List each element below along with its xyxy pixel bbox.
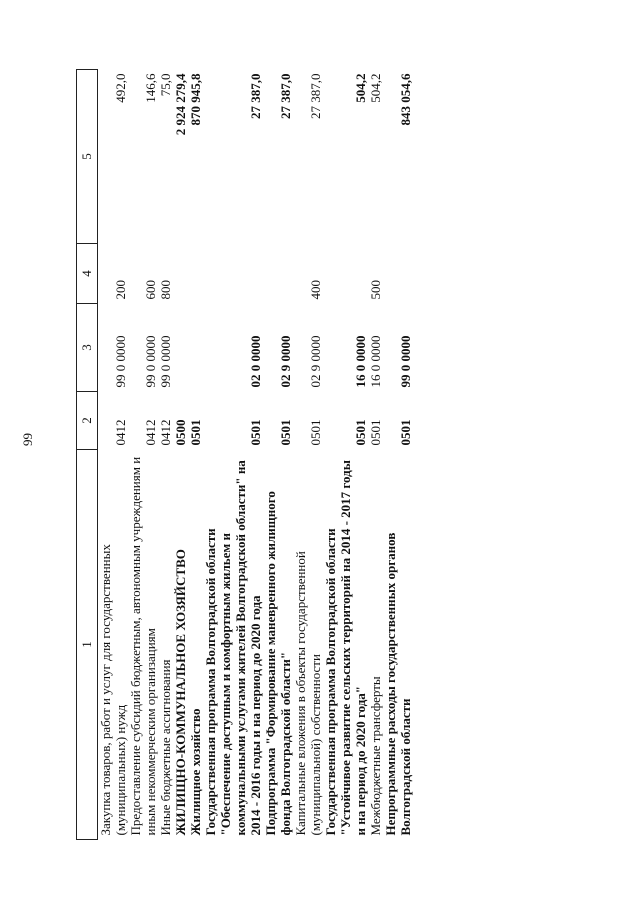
row-sum: 504,2 (353, 73, 368, 103)
row-name: Межбюджетные трансферты (368, 676, 383, 836)
table-row (293, 70, 323, 840)
row-expense-type (173, 244, 188, 304)
row-name: Жилищное хозяйство (188, 708, 203, 836)
column-header: 4 (77, 244, 98, 304)
row-expense-type (188, 244, 203, 304)
table-row (368, 70, 383, 840)
row-name: Государственная программа Волгоградской области "Устойчивое развитие сельских территорий на 2014 - 2017 годы и на период до 2020 года" (323, 460, 368, 836)
page-number: 99 (20, 433, 35, 446)
row-target-code: 16 0 0000 (368, 335, 383, 388)
row-name: ЖИЛИЩНО-КОММУНАЛЬНОЕ ХОЗЯЙСТВО (173, 549, 188, 836)
column-header: 5 (77, 70, 98, 244)
row-sum: 75,0 (158, 73, 173, 97)
row-target-code: 02 9 0000 (278, 335, 293, 388)
table-row (323, 70, 368, 840)
row-target-code: 99 0 0000 (398, 335, 413, 388)
rotated-page-content (76, 70, 596, 840)
column-header: 1 (77, 450, 98, 840)
row-target-code: 99 0 0000 (143, 335, 158, 388)
row-section-code: 0501 (353, 419, 368, 446)
row-target-code: 02 0 0000 (248, 335, 263, 388)
row-expense-type: 800 (158, 280, 173, 300)
row-expense-type (383, 244, 413, 304)
row-target-code: 16 0 0000 (353, 335, 368, 388)
row-sum: 27 387,0 (248, 73, 263, 119)
row-expense-type (203, 244, 263, 304)
table-row (188, 70, 203, 840)
row-section-code: 0501 (188, 419, 203, 446)
row-section-code: 0501 (368, 419, 383, 446)
budget-table (76, 69, 413, 840)
row-expense-type: 400 (308, 280, 323, 300)
row-name: Подпрограмма "Формирование маневренного жилищного фонда Волгоградской области" (263, 491, 293, 836)
row-sum: 146,6 (143, 73, 158, 103)
row-sum: 504,2 (368, 73, 383, 103)
row-expense-type (323, 244, 368, 304)
table-row (263, 70, 293, 840)
row-name: Иные бюджетные ассигнования (158, 659, 173, 836)
row-expense-type (263, 244, 293, 304)
table-row (173, 70, 188, 840)
row-sum: 492,0 (113, 73, 128, 103)
row-section-code: 0500 (173, 419, 188, 446)
table-row (158, 70, 173, 840)
row-sum: 2 924 279,4 (173, 73, 188, 136)
table-row (128, 70, 158, 840)
row-section-code: 0501 (398, 419, 413, 446)
table-row (203, 70, 263, 840)
row-section-code: 0501 (308, 419, 323, 446)
row-target-code (173, 304, 188, 392)
row-section-code: 0412 (143, 419, 158, 446)
row-name: Государственная программа Волгоградской области "Обеспечение доступным и комфортным жильем и коммунальными услугами жителей Волгоградской области" на 2014 - 2016 годы и на период до 2020 года (203, 460, 263, 836)
table-row (383, 70, 413, 840)
row-target-code (188, 304, 203, 392)
row-section-code: 0412 (158, 419, 173, 446)
row-expense-type: 600 (143, 280, 158, 300)
row-sum: 27 387,0 (278, 73, 293, 119)
row-target-code: 99 0 0000 (158, 335, 173, 388)
table-header-row (77, 70, 98, 840)
row-sum: 870 945,8 (188, 73, 203, 126)
row-section-code: 0501 (278, 419, 293, 446)
column-header: 3 (77, 304, 98, 392)
row-expense-type: 200 (113, 280, 128, 300)
row-section-code: 0501 (248, 419, 263, 446)
row-name: Закупка товаров, работ и услуг для государственных (муниципальных) нужд (98, 544, 128, 836)
row-name: Предоставление субсидий бюджетным, автономным учреждениям и иным некоммерческим организациям (128, 456, 158, 836)
row-name: Капитальные вложения в объекты государственной (муниципальной) собственности (293, 551, 323, 836)
row-sum: 27 387,0 (308, 73, 323, 119)
column-header: 2 (77, 392, 98, 450)
row-section-code: 0412 (113, 419, 128, 446)
row-target-code: 02 9 0000 (308, 335, 323, 388)
table-row (98, 70, 129, 840)
row-target-code: 99 0 0000 (113, 335, 128, 388)
row-name: Непрограммные расходы государственных органов Волгоградской области (383, 532, 413, 836)
row-expense-type: 500 (368, 280, 383, 300)
row-sum: 843 054,6 (398, 73, 413, 126)
